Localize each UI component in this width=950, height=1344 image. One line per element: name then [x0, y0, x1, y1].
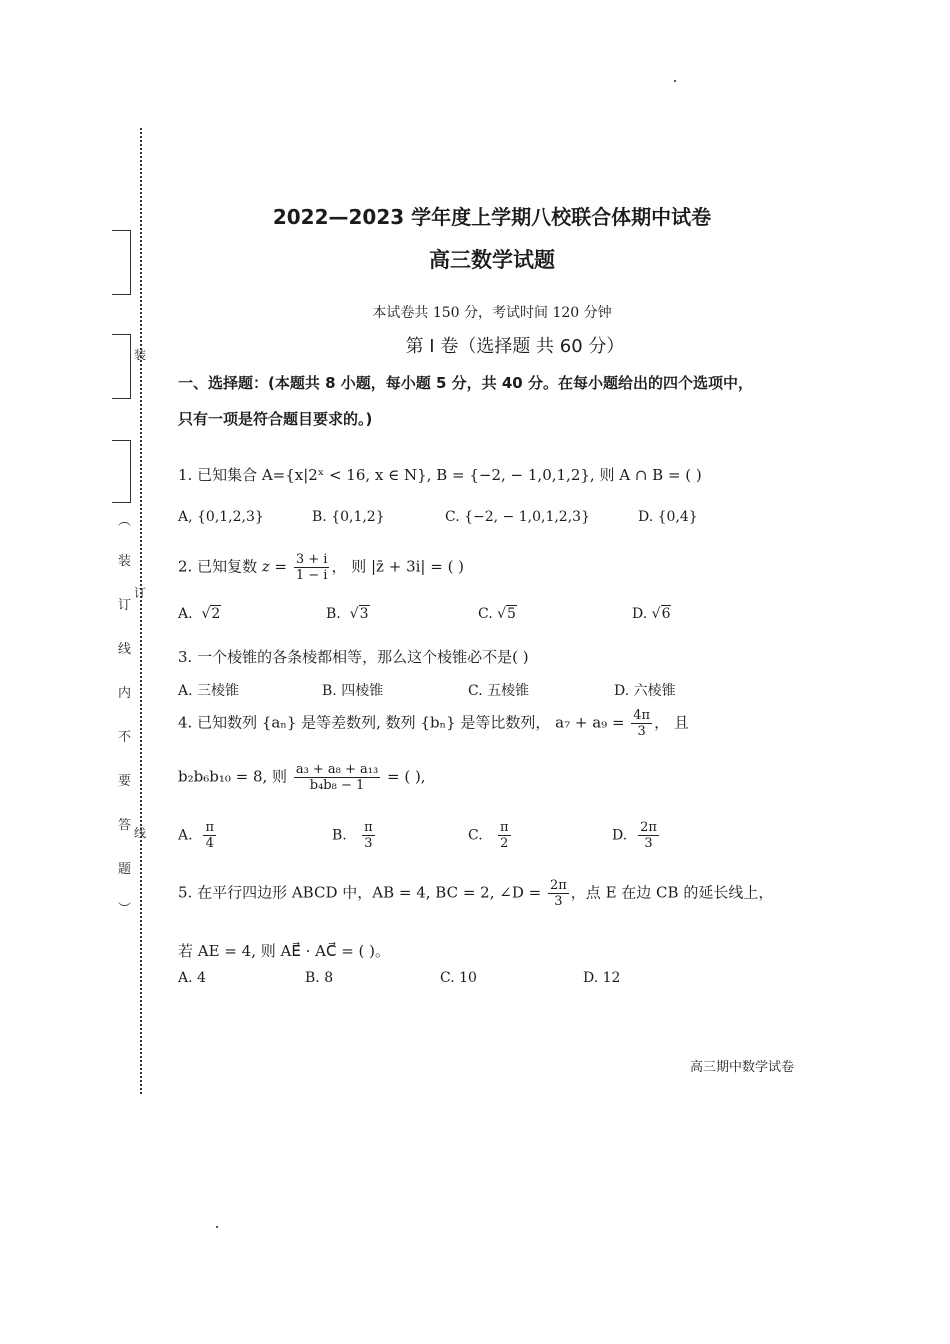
sqrt-icon: √3: [349, 606, 369, 622]
sqrt-icon: √6: [651, 606, 671, 622]
q2-option-label: C.: [478, 606, 493, 622]
q2-fraction: [294, 552, 330, 583]
question-4-stem: [178, 708, 689, 739]
scan-speck: [216, 1226, 218, 1228]
q4-frac-den: 3: [637, 724, 646, 739]
q4-option-b: [332, 820, 377, 851]
page-footer: 高三期中数学试卷: [690, 1060, 795, 1075]
q1-option-a: A, {0,1,2,3}: [178, 509, 264, 525]
q5-option-a: A. 4: [178, 970, 206, 986]
question-5-line2: 若 AE = 4, 则 AE⃗ · AC⃗ = ( )。: [178, 942, 390, 960]
q4-option-label: B.: [332, 827, 347, 844]
q4-option-fraction: [362, 820, 375, 851]
q4-line2-num: a₃ + a₈ + a₁₃: [295, 762, 379, 777]
sqrt-icon: √2: [201, 606, 221, 622]
q2-radicand: 6: [661, 606, 671, 622]
margin-char: 不: [118, 730, 132, 745]
q4-option-fraction: [203, 820, 216, 851]
q4-option-label: D.: [612, 827, 628, 844]
margin-char: 装: [118, 554, 132, 569]
section-instructions: 只有一项是符合题目要求的。): [178, 410, 373, 428]
q4-line2-fraction: [294, 762, 380, 793]
q4-fraction: [631, 708, 652, 739]
q4-option-den: 2: [500, 836, 509, 851]
q2-option-c: [478, 606, 517, 622]
exam-note: 本试卷共 150 分，考试时间 120 分钟: [372, 305, 612, 321]
margin-char: 订: [118, 598, 132, 613]
question-2-stem: [178, 552, 464, 583]
q4-option-label: C.: [468, 827, 483, 844]
volume-heading: 第 I 卷（选择题 共 60 分）: [405, 336, 625, 357]
margin-tag: 订: [134, 586, 147, 600]
q2-option-a: [178, 606, 221, 622]
q4-frac-num: 4π: [633, 708, 651, 723]
margin-char: ︶: [118, 902, 132, 917]
margin-char: 题: [118, 862, 132, 877]
q2-prefix: 2. 已知复数: [178, 557, 262, 576]
binding-bracket: [112, 472, 131, 503]
q4-option-num: π: [500, 820, 509, 835]
exam-title: 2022—2023 学年度上学期八校联合体期中试卷: [272, 205, 712, 229]
question-4-line2: [178, 762, 426, 793]
q2-option-b: [326, 606, 370, 622]
q3-option-c: C. 五棱锥: [468, 683, 530, 699]
q2-option-label: A.: [178, 606, 193, 622]
exam-subject: 高三数学试题: [429, 248, 555, 272]
q4-option-num: 2π: [640, 820, 657, 835]
q2-option-label: B.: [326, 606, 341, 622]
q4-line2-den: b₄b₈ − 1: [309, 778, 365, 793]
sqrt-icon: √5: [497, 606, 516, 622]
question-5-stem: [178, 878, 773, 909]
q1-option-d: D. {0,4}: [638, 509, 698, 525]
q1-option-b: B. {0,1,2}: [312, 509, 385, 525]
q4-line2-prefix: b₂b₆b₁₀ = 8, 则: [178, 767, 292, 786]
margin-char: 线: [118, 642, 132, 657]
q4-option-a: [178, 820, 218, 851]
q4-option-fraction: [498, 820, 511, 851]
q2-radicand: 5: [507, 606, 516, 622]
question-1-stem: 1. 已知集合 A={x|2ˣ < 16, x ∈ N}, B = {−2, − 1,0,1,2}, 则 A ∩ B = ( ): [178, 466, 702, 484]
q4-option-den: 3: [644, 836, 653, 851]
q1-option-c: C. {−2, − 1,0,1,2,3}: [445, 509, 590, 525]
q4-line2-suffix: = ( ),: [382, 767, 426, 786]
question-3-stem: 3. 一个棱锥的各条棱都相等，那么这个棱锥必不是( ): [178, 648, 529, 666]
margin-char: 内: [118, 686, 132, 701]
q2-frac-num: 3 + i: [295, 552, 328, 567]
margin-char: 要: [118, 774, 132, 789]
q5-frac-den: 3: [554, 894, 563, 909]
q5-fraction: [548, 878, 569, 909]
q5-prefix: 5. 在平行四边形 ABCD 中，AB = 4, BC = 2, ∠D =: [178, 883, 546, 902]
q4-option-num: π: [364, 820, 373, 835]
q3-option-a: A. 三棱锥: [178, 683, 240, 699]
q2-radicand: 2: [211, 606, 221, 622]
q2-option-d: [632, 606, 671, 622]
q3-option-d: D. 六棱锥: [614, 683, 676, 699]
q5-option-b: B. 8: [305, 970, 334, 986]
q2-option-label: D.: [632, 606, 648, 622]
q4-option-num: π: [205, 820, 215, 835]
q4-option-d: [612, 820, 661, 851]
margin-tag: 装: [134, 348, 147, 362]
q5-option-d: D. 12: [583, 970, 621, 986]
q2-suffix: ， 则 |z̄ + 3i| = ( ): [331, 557, 465, 576]
q2-frac-den: 1 − i: [295, 568, 328, 583]
q4-option-label: A.: [178, 827, 193, 844]
q4-option-den: 4: [205, 836, 214, 851]
q2-radicand: 3: [359, 606, 369, 622]
q2-equals: =: [269, 557, 292, 576]
q2-variable: z: [261, 557, 270, 576]
q5-frac-num: 2π: [549, 878, 567, 893]
q4-option-den: 3: [364, 836, 373, 851]
q5-option-c: C. 10: [440, 970, 477, 986]
q4-option-fraction: [638, 820, 659, 851]
q5-suffix: ，点 E 在边 CB 的延长线上，: [570, 883, 774, 902]
q4-option-c: [468, 820, 513, 851]
margin-char: ︵: [118, 514, 132, 529]
section-instructions: 一、选择题：(本题共 8 小题，每小题 5 分，共 40 分。在每小题给出的四个选项中，: [178, 374, 753, 392]
binding-bracket: [112, 440, 131, 473]
q4-suffix: ， 且: [654, 713, 689, 732]
binding-bracket: [112, 366, 131, 399]
scan-speck: [674, 80, 676, 82]
margin-tag: 线: [134, 826, 147, 840]
margin-char: 答: [118, 818, 132, 833]
q3-option-b: B. 四棱锥: [322, 683, 384, 699]
q4-prefix: 4. 已知数列 {aₙ} 是等差数列, 数列 {bₙ} 是等比数列， a₇ + a₉ =: [178, 713, 630, 732]
